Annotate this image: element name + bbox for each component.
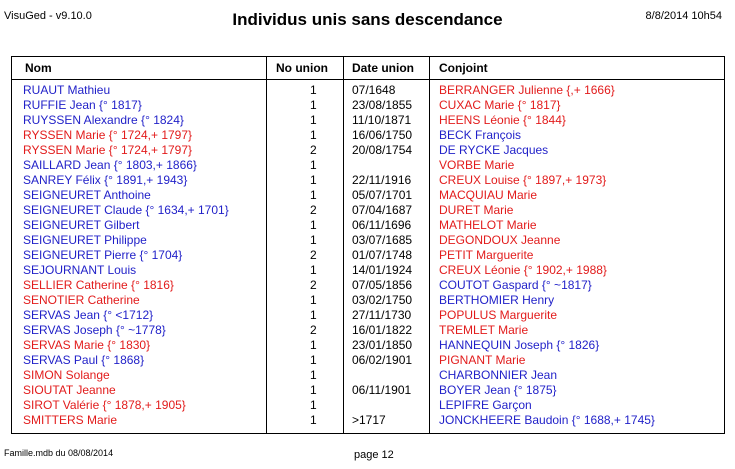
person-name: SEIGNEURET Anthoine bbox=[23, 188, 151, 202]
union-number: 1 bbox=[310, 293, 317, 307]
union-number: 1 bbox=[310, 158, 317, 172]
spouse-name: POPULUS Marguerite bbox=[439, 308, 558, 322]
person-name: SIROT Valérie {° 1878,+ 1905} bbox=[23, 398, 186, 412]
table-row bbox=[12, 173, 724, 188]
union-number: 1 bbox=[310, 83, 317, 97]
union-date: 05/07/1701 bbox=[352, 188, 413, 202]
union-number: 1 bbox=[310, 368, 317, 382]
table-row bbox=[12, 383, 724, 398]
person-name: RUAUT Mathieu bbox=[23, 83, 111, 97]
union-date: 23/01/1850 bbox=[352, 338, 413, 352]
person-name: SMITTERS Marie bbox=[23, 413, 118, 427]
table-header bbox=[12, 57, 724, 80]
union-date: >1717 bbox=[352, 413, 386, 427]
union-number: 1 bbox=[310, 338, 317, 352]
person-name: SELLIER Catherine {° 1816} bbox=[23, 278, 174, 292]
union-date: 03/02/1750 bbox=[352, 293, 413, 307]
union-date: 01/07/1748 bbox=[352, 248, 413, 262]
table-row bbox=[12, 158, 724, 173]
union-date: 22/11/1916 bbox=[352, 173, 412, 187]
union-number: 1 bbox=[310, 413, 317, 427]
spouse-name: JONCKHEERE Baudoin {° 1688,+ 1745} bbox=[439, 413, 655, 427]
spouse-name: CREUX Léonie {° 1902,+ 1988} bbox=[439, 263, 607, 277]
spouse-name: PIGNANT Marie bbox=[439, 353, 526, 367]
union-number: 1 bbox=[310, 398, 317, 412]
union-date: 03/07/1685 bbox=[352, 233, 413, 247]
person-name: SENOTIER Catherine bbox=[23, 293, 140, 307]
union-date: 06/11/1696 bbox=[352, 218, 412, 232]
person-name: RYSSEN Marie {° 1724,+ 1797} bbox=[23, 128, 193, 142]
union-date: 16/01/1822 bbox=[352, 323, 413, 337]
table-row bbox=[12, 188, 724, 203]
union-number: 1 bbox=[310, 128, 317, 142]
table-row bbox=[12, 98, 724, 113]
column-header-conjoint: Conjoint bbox=[439, 61, 488, 75]
results-table bbox=[11, 56, 725, 434]
column-header-date-union: Date union bbox=[352, 61, 414, 75]
person-name: SANREY Félix {° 1891,+ 1943} bbox=[23, 173, 188, 187]
union-number: 1 bbox=[310, 263, 317, 277]
union-date: 14/01/1924 bbox=[352, 263, 413, 277]
union-date: 27/11/1730 bbox=[352, 308, 412, 322]
person-name: SERVAS Paul {° 1868} bbox=[23, 353, 145, 367]
table-row bbox=[12, 143, 724, 158]
spouse-name: CUXAC Marie {° 1817} bbox=[439, 98, 561, 112]
table-row bbox=[12, 323, 724, 338]
union-number: 2 bbox=[310, 278, 317, 292]
spouse-name: BERTHOMIER Henry bbox=[439, 293, 555, 307]
union-date: 20/08/1754 bbox=[352, 143, 413, 157]
app-version: VisuGed - v9.10.0 bbox=[4, 10, 92, 22]
spouse-name: MATHELOT Marie bbox=[439, 218, 537, 232]
table-row bbox=[12, 248, 724, 263]
spouse-name: CHARBONNIER Jean bbox=[439, 368, 558, 382]
source-file: Famille.mdb du 08/08/2014 bbox=[4, 448, 114, 458]
union-number: 1 bbox=[310, 188, 317, 202]
person-name: SEIGNEURET Philippe bbox=[23, 233, 147, 247]
page-title: Individus unis sans descendance bbox=[232, 10, 503, 29]
union-date: 06/02/1901 bbox=[352, 353, 413, 367]
union-number: 2 bbox=[310, 203, 317, 217]
spouse-name: HANNEQUIN Joseph {° 1826} bbox=[439, 338, 600, 352]
person-name: SERVAS Marie {° 1830} bbox=[23, 338, 151, 352]
person-name: RYSSEN Marie {° 1724,+ 1797} bbox=[23, 143, 193, 157]
spouse-name: COUTOT Gaspard {° ~1817} bbox=[439, 278, 592, 292]
spouse-name: CREUX Louise {° 1897,+ 1973} bbox=[439, 173, 607, 187]
table-row bbox=[12, 368, 724, 383]
union-number: 1 bbox=[310, 233, 317, 247]
spouse-name: BERRANGER Julienne {,+ 1666} bbox=[439, 83, 615, 97]
spouse-name: VORBE Marie bbox=[439, 158, 515, 172]
union-number: 1 bbox=[310, 353, 317, 367]
spouse-name: MACQUIAU Marie bbox=[439, 188, 538, 202]
page-number: page 12 bbox=[354, 449, 394, 461]
union-number: 1 bbox=[310, 98, 317, 112]
spouse-name: BOYER Jean {° 1875} bbox=[439, 383, 557, 397]
spouse-name: HEENS Léonie {° 1844} bbox=[439, 113, 566, 127]
person-name: SIMON Solange bbox=[23, 368, 110, 382]
person-name: SIOUTAT Jeanne bbox=[23, 383, 116, 397]
union-date: 06/11/1901 bbox=[352, 383, 412, 397]
table-row bbox=[12, 398, 724, 413]
person-name: SEIGNEURET Pierre {° 1704} bbox=[23, 248, 183, 262]
person-name: SEIGNEURET Gilbert bbox=[23, 218, 140, 232]
union-number: 2 bbox=[310, 323, 317, 337]
union-number: 1 bbox=[310, 218, 317, 232]
person-name: SAILLARD Jean {° 1803,+ 1866} bbox=[23, 158, 197, 172]
person-name: SERVAS Joseph {° ~1778} bbox=[23, 323, 166, 337]
column-header-nom: Nom bbox=[25, 61, 52, 75]
table-row bbox=[12, 203, 724, 218]
union-number: 2 bbox=[310, 143, 317, 157]
spouse-name: DE RYCKE Jacques bbox=[439, 143, 549, 157]
union-date: 11/10/1871 bbox=[352, 113, 412, 127]
table-row bbox=[12, 113, 724, 128]
person-name: SERVAS Jean {° <1712} bbox=[23, 308, 154, 322]
spouse-name: PETIT Marguerite bbox=[439, 248, 534, 262]
union-date: 23/08/1855 bbox=[352, 98, 413, 112]
union-number: 1 bbox=[310, 308, 317, 322]
table-row bbox=[12, 293, 724, 308]
union-number: 2 bbox=[310, 248, 317, 262]
table-row bbox=[12, 413, 724, 428]
union-date: 07/05/1856 bbox=[352, 278, 413, 292]
union-number: 1 bbox=[310, 173, 317, 187]
union-date: 07/04/1687 bbox=[352, 203, 413, 217]
table-row bbox=[12, 278, 724, 293]
person-name: RUYSSEN Alexandre {° 1824} bbox=[23, 113, 184, 127]
table-row bbox=[12, 353, 724, 368]
person-name: RUFFIE Jean {° 1817} bbox=[23, 98, 142, 112]
spouse-name: DEGONDOUX Jeanne bbox=[439, 233, 561, 247]
person-name: SEJOURNANT Louis bbox=[23, 263, 137, 277]
spouse-name: DURET Marie bbox=[439, 203, 514, 217]
report-timestamp: 8/8/2014 10h54 bbox=[645, 10, 722, 22]
person-name: SEIGNEURET Claude {° 1634,+ 1701} bbox=[23, 203, 229, 217]
table-row bbox=[12, 218, 724, 233]
spouse-name: BECK François bbox=[439, 128, 522, 142]
union-number: 1 bbox=[310, 113, 317, 127]
table-row bbox=[12, 233, 724, 248]
table-row bbox=[12, 128, 724, 143]
spouse-name: LEPIFRE Garçon bbox=[439, 398, 532, 412]
table-row bbox=[12, 338, 724, 353]
table-row bbox=[12, 83, 724, 98]
spouse-name: TREMLET Marie bbox=[439, 323, 529, 337]
union-date: 16/06/1750 bbox=[352, 128, 413, 142]
union-date: 07/1648 bbox=[352, 83, 396, 97]
column-header-no-union: No union bbox=[276, 61, 328, 75]
union-number: 1 bbox=[310, 383, 317, 397]
table-row bbox=[12, 263, 724, 278]
table-row bbox=[12, 308, 724, 323]
